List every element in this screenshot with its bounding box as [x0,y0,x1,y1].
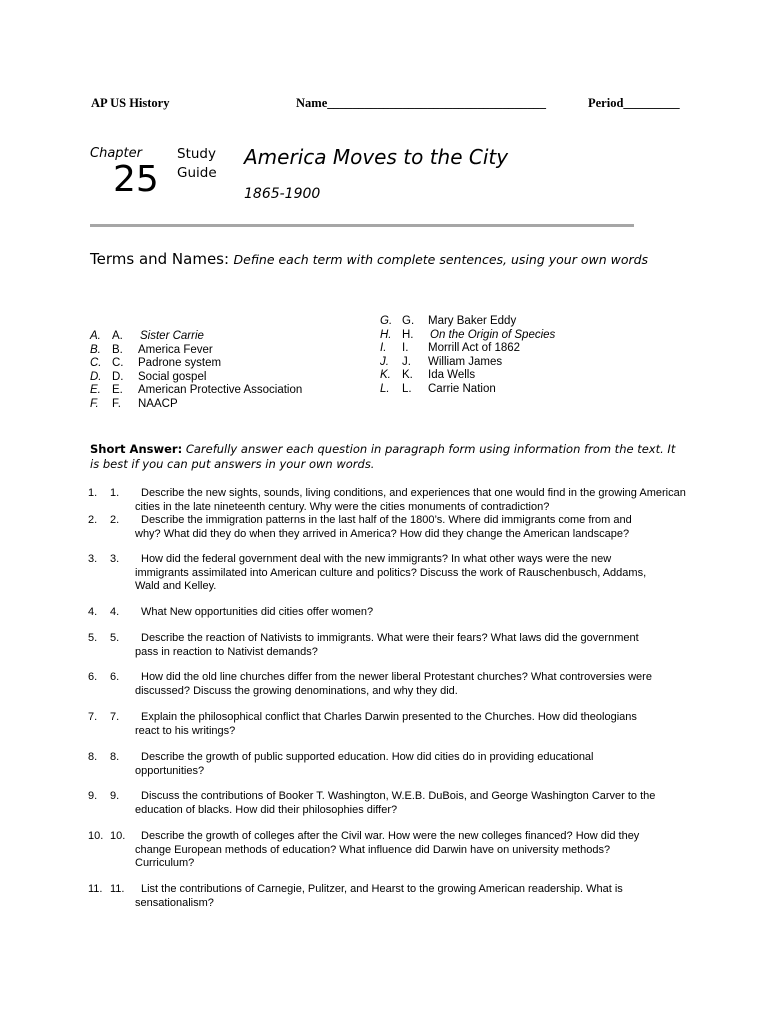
short-answer-instructions: Short Answer: Carefully answer each question in paragraph form using information from the text. It is best if you can put answers in your own words. [90,442,676,471]
question-item [88,514,718,541]
term-item-d: D. D. Social gospel [90,370,207,383]
term-item-k: K. K. Ida Wells [380,369,476,381]
document-title: America Moves to the City [244,145,509,169]
question-number: 2. [88,514,98,526]
question-text-line: How did the federal government deal with the new immigrants? In what other ways were the new [141,553,612,565]
question-item [88,883,718,910]
question-text-line: sensationalism? [135,896,214,909]
question-text-line: Describe the reaction of Nativists to immigrants. What were their fears? What laws did the government [141,632,639,644]
term-item-c: C. C. Padrone system [90,357,222,369]
question-text-line: How did the old line churches differ from the newer liberal Protestant churches? What controversies were [141,671,652,683]
question-text-line: List the contributions of Carnegie, Pulitzer, and Hearst to the growing American readership. What is [141,883,623,895]
term-item-f: F. F. NAACP [90,397,178,410]
question-number: 8. [88,751,98,763]
term-item-g: G. G. Mary Baker Eddy [380,315,517,327]
question-text-line: pass in reaction to Nativist demands? [135,645,318,658]
question-text-line: Discuss the contributions of Booker T. Washington, W.E.B. DuBois, and George Washington Carver to the [141,790,656,802]
question-number: 1. [88,487,98,499]
question-number-secondary: 2. [110,514,120,526]
question-number: 4. [88,606,98,618]
question-item [88,790,718,817]
question-text-line: react to his writings? [135,724,236,737]
question-text-line: What New opportunities did cities offer women? [141,606,374,618]
course-title: AP US History [91,96,170,110]
question-number-secondary: 4. [110,606,120,618]
question-item [88,751,718,778]
study-label: Study [177,146,216,162]
chapter-label: Chapter [90,146,142,161]
question-number: 9. [88,790,98,802]
term-item-b: B. B. America Fever [90,343,213,356]
question-text-line: discussed? Discuss the growing denominations, and why they did. [135,684,458,697]
chapter-number: 25 [113,159,159,200]
terms-heading-row [90,250,648,269]
question-item [88,487,718,514]
question-item [88,830,718,871]
question-number-secondary: 11. [110,883,125,895]
term-item-j: J. J. William James [380,355,503,368]
question-text-line: Describe the growth of public supported education. How did cities do in providing educational [141,751,594,763]
question-number: 3. [88,553,98,565]
question-number-secondary: 6. [110,671,120,683]
question-text-line: why? What did they do when they arrived in America? How did they change the American landscape? [135,527,630,540]
question-number-secondary: 8. [110,751,120,763]
question-number: 11. [88,883,103,895]
question-text-line: Describe the immigration patterns in the last half of the 1800’s. Where did immigrants come from and [141,514,632,526]
question-item [88,553,718,594]
term-item-i: I. I. Morrill Act of 1862 [380,342,521,354]
question-number-secondary: 7. [110,711,120,723]
term-item-h: H. H. On the Origin of Species [380,328,556,341]
question-text-line: Curriculum? [135,857,195,869]
question-number: 10. [88,830,104,842]
title-divider [90,224,634,227]
question-text-line: opportunities? [135,764,205,777]
question-item [88,606,718,620]
question-item [88,632,718,659]
terms-instruction: Define each term with complete sentences, using your own words [233,252,649,267]
question-text-line: change European methods of education? What influence did Darwin have on university methods? [135,843,611,856]
term-item-a: A. A. Sister Carrie [90,330,204,342]
question-text-line: Describe the new sights, sounds, living conditions, and experiences that one would find in the growing American [141,487,686,499]
short-answer-heading: Short Answer: [90,442,183,456]
question-item [88,711,718,738]
question-number-secondary: 5. [110,632,120,644]
guide-label: Guide [177,165,217,181]
terms-heading: Terms and Names: [90,250,230,268]
question-number-secondary: 1. [110,487,120,499]
period-field-label: Period_________ [588,96,680,110]
question-number-secondary: 10. [110,830,126,842]
question-text-line: Describe the growth of colleges after the Civil war. How were the new colleges financed? How did they [141,830,640,842]
question-text-line: cities in the late nineteenth century. Why were the cities monuments of contradiction? [135,500,550,513]
question-text-line: Explain the philosophical conflict that Charles Darwin presented to the Churches. How did theologians [141,711,637,723]
question-text-line: Wald and Kelley. [135,580,217,592]
question-number-secondary: 9. [110,790,120,802]
question-text-line: immigrants assimilated into American culture and politics? Discuss the work of Rauschenbusch, Addams, [135,566,647,579]
question-number: 7. [88,711,98,723]
term-item-l: L. L. Carrie Nation [380,382,496,395]
name-field-label: Name___________________________________ [296,96,546,110]
question-text-line: education of blacks. How did their philosophies differ? [135,803,398,816]
question-item [88,671,718,698]
question-number: 6. [88,671,98,683]
term-item-e: E. E. American Protective Association [90,384,303,396]
question-number: 5. [88,632,98,644]
question-number-secondary: 3. [110,553,120,565]
year-range: 1865-1900 [244,186,321,202]
